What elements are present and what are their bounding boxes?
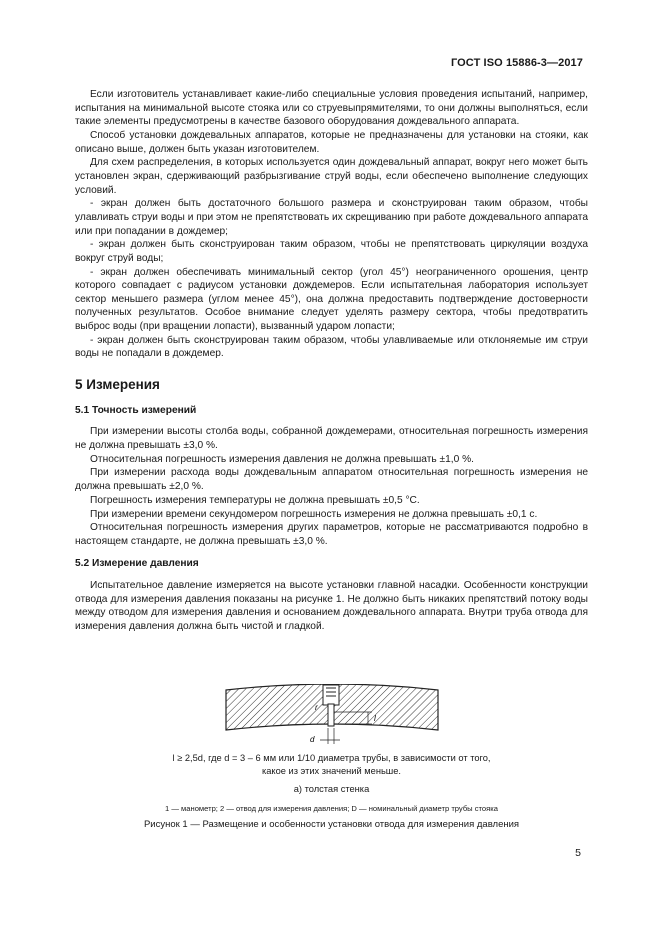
label-r: r (314, 703, 318, 712)
paragraph: При измерении расхода воды дождевальным аппаратом относительная погрешность измерения не должна превышать ±2,0 %. (75, 467, 588, 492)
list-item: - экран должен быть сконструирован таким образом, чтобы не препятствовать циркуляции воздуха вокруг струй воды; (75, 239, 588, 264)
page-number: 5 (575, 847, 581, 859)
tap-bore (328, 704, 334, 726)
figure-1 (75, 684, 588, 830)
list-item: - экран должен быть достаточного большого размера и сконструирован таким образом, чтобы улавливать струи воды и при этом не препятствовать их скрещиванию при работе дождевального аппарата или при попадании в дождемер; (75, 198, 588, 237)
pressure-tap-diagram (222, 684, 442, 748)
figure-note-line: какое из этих значений меньше. (261, 765, 402, 776)
paragraph: При измерении времени секундомером погрешность измерения не должна превышать ±0,1 с. (90, 508, 538, 520)
paragraph: Относительная погрешность измерения давления не должна превышать ±1,0 %. (90, 453, 474, 465)
section-heading: 5 Измерения (75, 377, 160, 392)
subsection-heading: 5.1 Точность измерений (75, 404, 197, 416)
paragraph: Способ установки дождевальных аппаратов, которые не предназначены для установки на стояки, как описано выше, должен быть указан изготовителем. (75, 129, 588, 155)
paragraph: Для схем распределения, в которых используется один дождевальный аппарат, вокруг него может быть установлен экран, сдерживающий разбрызгивание струй воды, если обеспечено выполнение следующих условий. (75, 157, 588, 196)
document-header: ГОСТ ISO 15886-3—2017 (450, 57, 583, 69)
figure-legend: 1 — манометр; 2 — отвод для измерения давления; D — номинальный диаметр трубы стояка (165, 804, 498, 813)
paragraph: Если изготовитель устанавливает какие-либо специальные условия проведения испытаний, например, испытания на минимальной высоте стояка или со струевыпрямителями, то они должны выполняться, если такие элементы предусмотрены в качестве базового оборудования дождевального аппарата. (75, 89, 588, 128)
paragraph: Относительная погрешность измерения других параметров, которые не рассматриваются подробно в настоящем стандарте, не должна превышать ±3,0 %. (75, 522, 588, 547)
document-body (75, 88, 588, 634)
paragraph: Погрешность измерения температуры не должна превышать ±0,5 °С. (90, 494, 420, 506)
paragraph: При измерении высоты столба воды, собранной дождемерами, относительная погрешность измерения не должна превышать ±3,0 %. (75, 426, 588, 451)
label-l: l (373, 714, 376, 723)
figure-note-line: l ≥ 2,5d, где d = 3 – 6 мм или 1/10 диаметра трубы, в зависимости от того, (172, 753, 491, 763)
label-d: d (309, 735, 314, 744)
list-item: - экран должен обеспечивать минимальный сектор (угол 45°) неограниченного орошения, центр которого совпадает с радиусом установки дождемеров. Если испытательная лаборатория использует сектор меньшего размера (углом менее 45°), она должна предоставить подтверждение достоверности полученных результатов. Особое внимание следует уделять размеру сектора, чтобы предотвратить выброс воды (при вращении лопасти), вызванный ударом лопасти; (75, 266, 588, 333)
list-item: - экран должен быть сконструирован таким образом, чтобы улавливаемые или отклоняемые им струи воды не попадали в дождемер. (75, 334, 588, 360)
figure-caption: Рисунок 1 — Размещение и особенности установки отвода для измерения давления (143, 819, 520, 830)
figure-subcaption: а) толстая стенка (293, 784, 370, 794)
paragraph: Испытательное давление измеряется на высоте установки главной насадки. Особенности конструкции отвода для измерения давления показаны на рисунке 1. Не должно быть никаких препятствий потоку воды между отводом для измерения давления и основанием дождевального аппарата. Внутри труба отвода для измерения давления должна быть чистой и гладкой. (75, 580, 588, 632)
subsection-heading: 5.2 Измерение давления (75, 558, 199, 570)
